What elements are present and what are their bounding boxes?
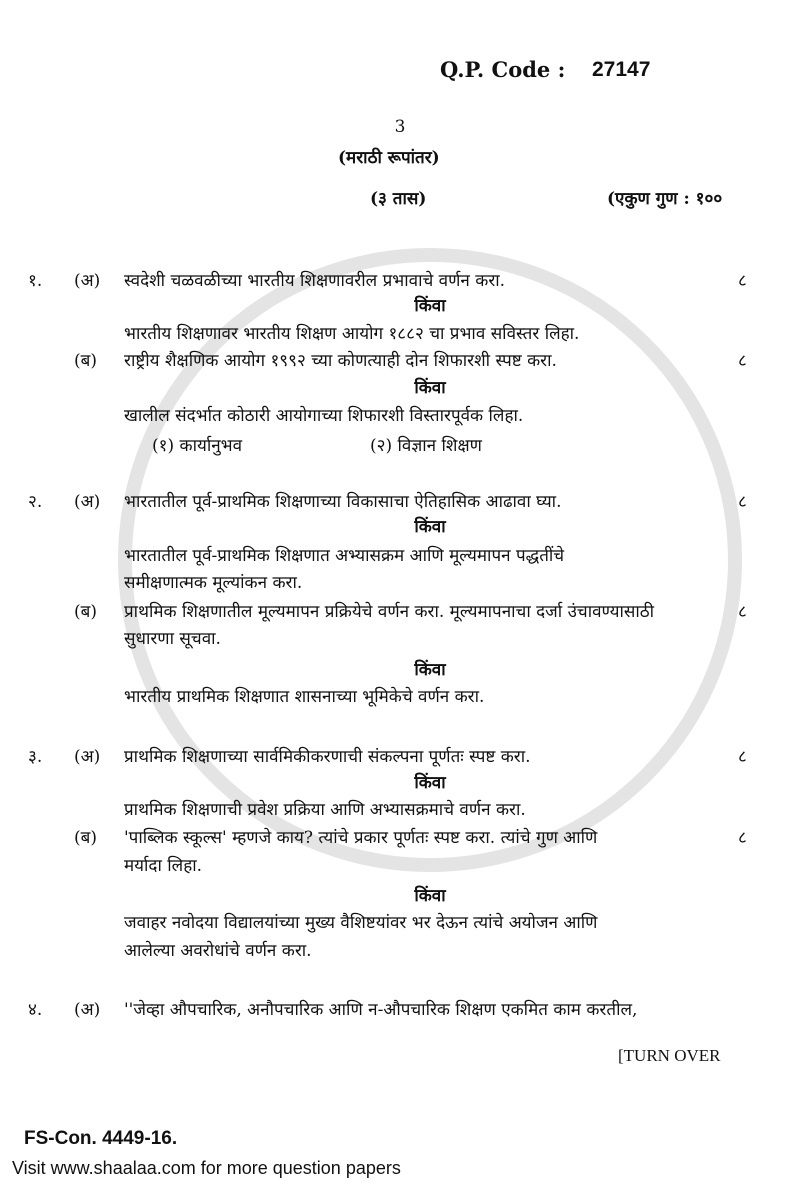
question-text: प्राथमिक शिक्षणातील मूल्यमापन प्रक्रियेचे वर्णन करा. मूल्यमापनाचा दर्जा उंचावण्यासाठी xyxy=(124,602,655,622)
marks: ८ xyxy=(738,828,747,848)
marks: ८ xyxy=(738,602,747,622)
question-text: ''जेव्हा औपचारिक, अनौपचारिक आणि न-औपचारिक शिक्षण एकमित काम करतील, xyxy=(124,1000,638,1020)
or-label: किंवा xyxy=(414,517,446,537)
question-text: समीक्षणात्मक मूल्यांकन करा. xyxy=(124,573,303,593)
page-number: 3 xyxy=(394,117,406,137)
question-text: भारतातील पूर्व-प्राथमिक शिक्षणाच्या विकासाचा ऐतिहासिक आढावा घ्या. xyxy=(124,492,562,512)
qp-code-label: Q.P. Code : xyxy=(440,57,566,82)
version-label: (मराठी रूपांतर) xyxy=(338,148,440,168)
marks: ८ xyxy=(738,271,747,291)
sub-label: (ब) xyxy=(74,602,97,622)
sub-label: (अ) xyxy=(74,747,101,767)
visit-link-text: Visit www.shaalaa.com for more question papers xyxy=(12,1158,401,1178)
turn-over: [TURN OVER xyxy=(618,1046,721,1065)
question-text: प्राथमिक शिक्षणाच्या सार्वमिकीकरणाची संकल्पना पूर्णतः स्पष्ट करा. xyxy=(124,747,531,767)
or-label: किंवा xyxy=(414,660,446,680)
question-number: ४. xyxy=(28,1000,43,1020)
marks: ८ xyxy=(738,351,747,371)
sub-label: (ब) xyxy=(74,828,97,848)
sub-label: (अ) xyxy=(74,1000,101,1020)
question-text: सुधारणा सूचवा. xyxy=(124,629,221,649)
question-text: जवाहर नवोदया विद्यालयांच्या मुख्य वैशिष्टयांवर भर देऊन त्यांचे अयोजन आणि xyxy=(124,913,598,933)
marks: ८ xyxy=(738,747,747,767)
question-text: प्राथमिक शिक्षणाची प्रवेश प्रक्रिया आणि अभ्यासक्रमाचे वर्णन करा. xyxy=(124,800,526,820)
qp-code: 27147 xyxy=(592,58,651,81)
question-text: खालील संदर्भात कोठारी आयोगाच्या शिफारशी विस्तारपूर्वक लिहा. xyxy=(124,406,524,426)
question-number: ३. xyxy=(28,747,43,767)
question-number: १. xyxy=(28,271,43,291)
or-label: किंवा xyxy=(414,296,446,316)
question-text: स्वदेशी चळवळीच्या भारतीय शिक्षणावरील प्रभावाचे वर्णन करा. xyxy=(124,271,506,291)
question-text: 'पाब्लिक स्कूल्स' म्हणजे काय? त्यांचे प्रकार पूर्णतः स्पष्ट करा. त्यांचे गुण आणि xyxy=(124,828,598,848)
duration: (३ तास) xyxy=(370,189,427,209)
or-label: किंवा xyxy=(414,886,446,906)
question-text: मर्यादा लिहा. xyxy=(124,856,203,876)
total-marks: (एकुण गुण : १०० xyxy=(607,189,723,209)
question-text: आलेल्या अवरोधांचे वर्णन करा. xyxy=(124,941,312,961)
question-text: भारतीय प्राथमिक शिक्षणात शासनाच्या भूमिकेचे वर्णन करा. xyxy=(124,687,485,707)
or-label: किंवा xyxy=(414,378,446,398)
question-text: भारतीय शिक्षणावर भारतीय शिक्षण आयोग १८८२ चा प्रभाव सविस्तर लिहा. xyxy=(124,324,580,344)
option: (२) विज्ञान शिक्षण xyxy=(370,436,482,456)
paper-code: FS-Con. 4449-16. xyxy=(24,1128,178,1149)
or-label: किंवा xyxy=(414,773,446,793)
question-text: राष्ट्रीय शैक्षणिक आयोग १९९२ च्या कोणत्याही दोन शिफारशी स्पष्ट करा. xyxy=(124,351,557,371)
question-number: २. xyxy=(28,492,43,512)
sub-label: (ब) xyxy=(74,351,97,371)
option: (१) कार्यानुभव xyxy=(152,436,243,456)
question-text: भारतातील पूर्व-प्राथमिक शिक्षणात अभ्यासक्रम आणि मूल्यमापन पद्धतींचे xyxy=(124,546,565,566)
sub-label: (अ) xyxy=(74,492,101,512)
sub-label: (अ) xyxy=(74,271,101,291)
marks: ८ xyxy=(738,492,747,512)
